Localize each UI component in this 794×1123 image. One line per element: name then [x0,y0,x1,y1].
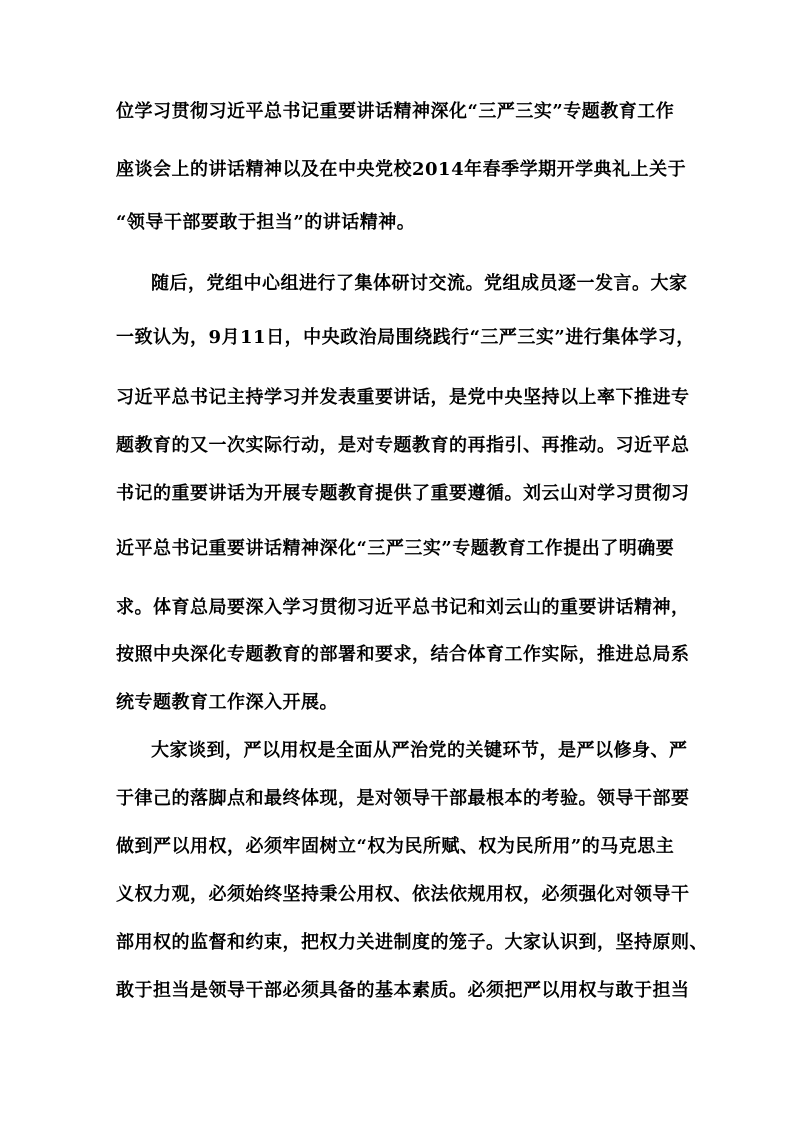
text-line: 敢于担当是领导干部必须具备的基本素质。必须把严以用权与敢于担当 [116,980,690,1001]
paragraph-start-line: 随后，党组中心组进行了集体研讨交流。党组成员逐一发言。大家 [151,273,688,294]
text-line: 习近平总书记主持学习并发表重要讲话，是党中央坚持以上率下推进专 [116,387,690,408]
text-line: 部用权的监督和约束，把权力关进制度的笼子。大家认识到，坚持原则、 [116,932,708,953]
text-line: “领导干部要敢于担当”的讲话精神。 [116,212,416,233]
text-line: 位学习贯彻习近平总书记重要讲话精神深化“三严三实”专题教育工作 [116,101,675,122]
text-line: 求。体育总局要深入学习贯彻习近平总书记和刘云山的重要讲话精神， [116,597,690,618]
paragraph-start-line: 大家谈到，严以用权是全面从严治党的关键环节，是严以修身、严 [151,740,688,761]
text-line: 座谈会上的讲话精神以及在中央党校2014年春季学期开学典礼上关于 [116,159,687,180]
text-line: 于律己的落脚点和最终体现，是对领导干部最根本的考验。领导干部要 [116,788,690,809]
text-line: 一致认为，9月11日，中央政治局围绕践行“三严三实”进行集体学习， [116,327,695,348]
text-line: 统专题教育工作深入开展。 [116,692,338,713]
text-line: 按照中央深化专题教育的部署和要求，结合体育工作实际，推进总局系 [116,644,690,665]
text-line: 近平总书记重要讲话精神深化“三严三实”专题教育工作提出了明确要 [116,538,675,559]
text-line: 书记的重要讲话为开展专题教育提供了重要遵循。刘云山对学习贯彻习 [116,483,690,504]
text-line: 做到严以用权，必须牢固树立“权为民所赋、权为民所用”的马克思主 [116,836,675,857]
text-line: 题教育的又一次实际行动，是对专题教育的再指引、再推动。习近平总 [116,435,690,456]
text-line: 义权力观，必须始终坚持秉公用权、依法依规用权，必须强化对领导干 [116,884,690,905]
